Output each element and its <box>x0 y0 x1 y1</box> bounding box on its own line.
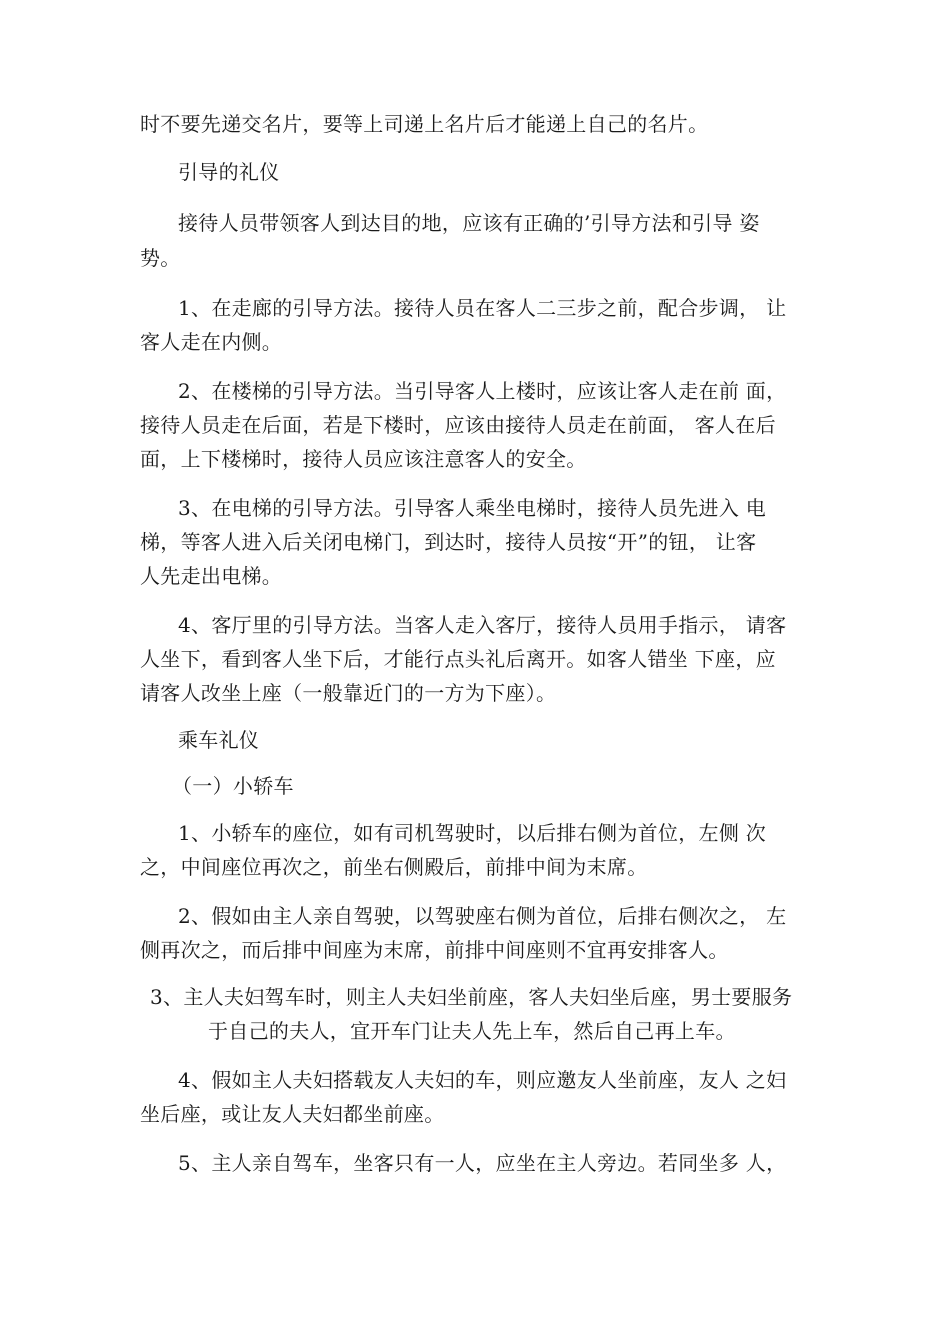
text-line: 之，中间座位再次之，前坐右侧殿后，前排中间为末席。 <box>140 855 648 879</box>
text-line: 客人走在内侧。 <box>140 330 283 354</box>
section-heading-riding: 乘车礼仪 <box>178 728 260 752</box>
text-line: 时不要先递交名片，要等上司递上名片后才能递上自己的名片。 <box>140 112 709 136</box>
text-line: 面，上下楼梯时，接待人员应该注意客人的安全。 <box>140 447 587 471</box>
text-line: 4、客厅里的引导方法。当客人走入客厅，接待人员用手指示， 请客 <box>178 613 787 637</box>
text-line: 接待人员带领客人到达目的地，应该有正确的’引导方法和引导 姿 <box>178 211 760 235</box>
text-line: 人先走出电梯。 <box>140 564 283 588</box>
text-line: 4、假如主人夫妇搭载友人夫妇的车，则应邀友人坐前座，友人 之妇 <box>178 1068 787 1092</box>
text-line: 人坐下，看到客人坐下后，才能行点头礼后离开。如客人错坐 下座，应 <box>140 647 776 671</box>
text-line: 侧再次之，而后排中间座为末席，前排中间座则不宜再安排客人。 <box>140 938 729 962</box>
text-line: 2、在楼梯的引导方法。当引导客人上楼时，应该让客人走在前 面， <box>178 379 787 403</box>
text-line: 接待人员走在后面，若是下楼时，应该由接待人员走在前面， 客人在后 <box>140 413 776 437</box>
text-line: 3、主人夫妇驾车时，则主人夫妇坐前座，客人夫妇坐后座，男士要服务 <box>150 985 793 1009</box>
text-line: 1、在走廊的引导方法。接待人员在客人二三步之前，配合步调， 让 <box>178 296 787 320</box>
text-line: 请客人改坐上座（一般靠近门的一方为下座）。 <box>140 681 557 705</box>
text-line: 1、小轿车的座位，如有司机驾驶时，以后排右侧为首位，左侧 次 <box>178 821 767 845</box>
text-line: 坐后座，或让友人夫妇都坐前座。 <box>140 1102 445 1126</box>
text-line: 势。 <box>140 246 181 270</box>
section-heading-guidance: 引导的礼仪 <box>178 160 280 184</box>
text-line: 于自己的夫人，宜开车门让夫人先上车，然后自己再上车。 <box>208 1019 736 1043</box>
text-line: 3、在电梯的引导方法。引导客人乘坐电梯时，接待人员先进入 电 <box>178 496 767 520</box>
subsection-heading-car: （一）小轿车 <box>172 774 294 798</box>
text-line: 5、主人亲自驾车，坐客只有一人，应坐在主人旁边。若同坐多 人， <box>178 1151 787 1175</box>
text-line: 梯，等客人进入后关闭电梯门，到达时，接待人员按“开”的钮， 让客 <box>140 530 757 554</box>
text-line: 2、假如由主人亲自驾驶，以驾驶座右侧为首位，后排右侧次之， 左 <box>178 904 787 928</box>
